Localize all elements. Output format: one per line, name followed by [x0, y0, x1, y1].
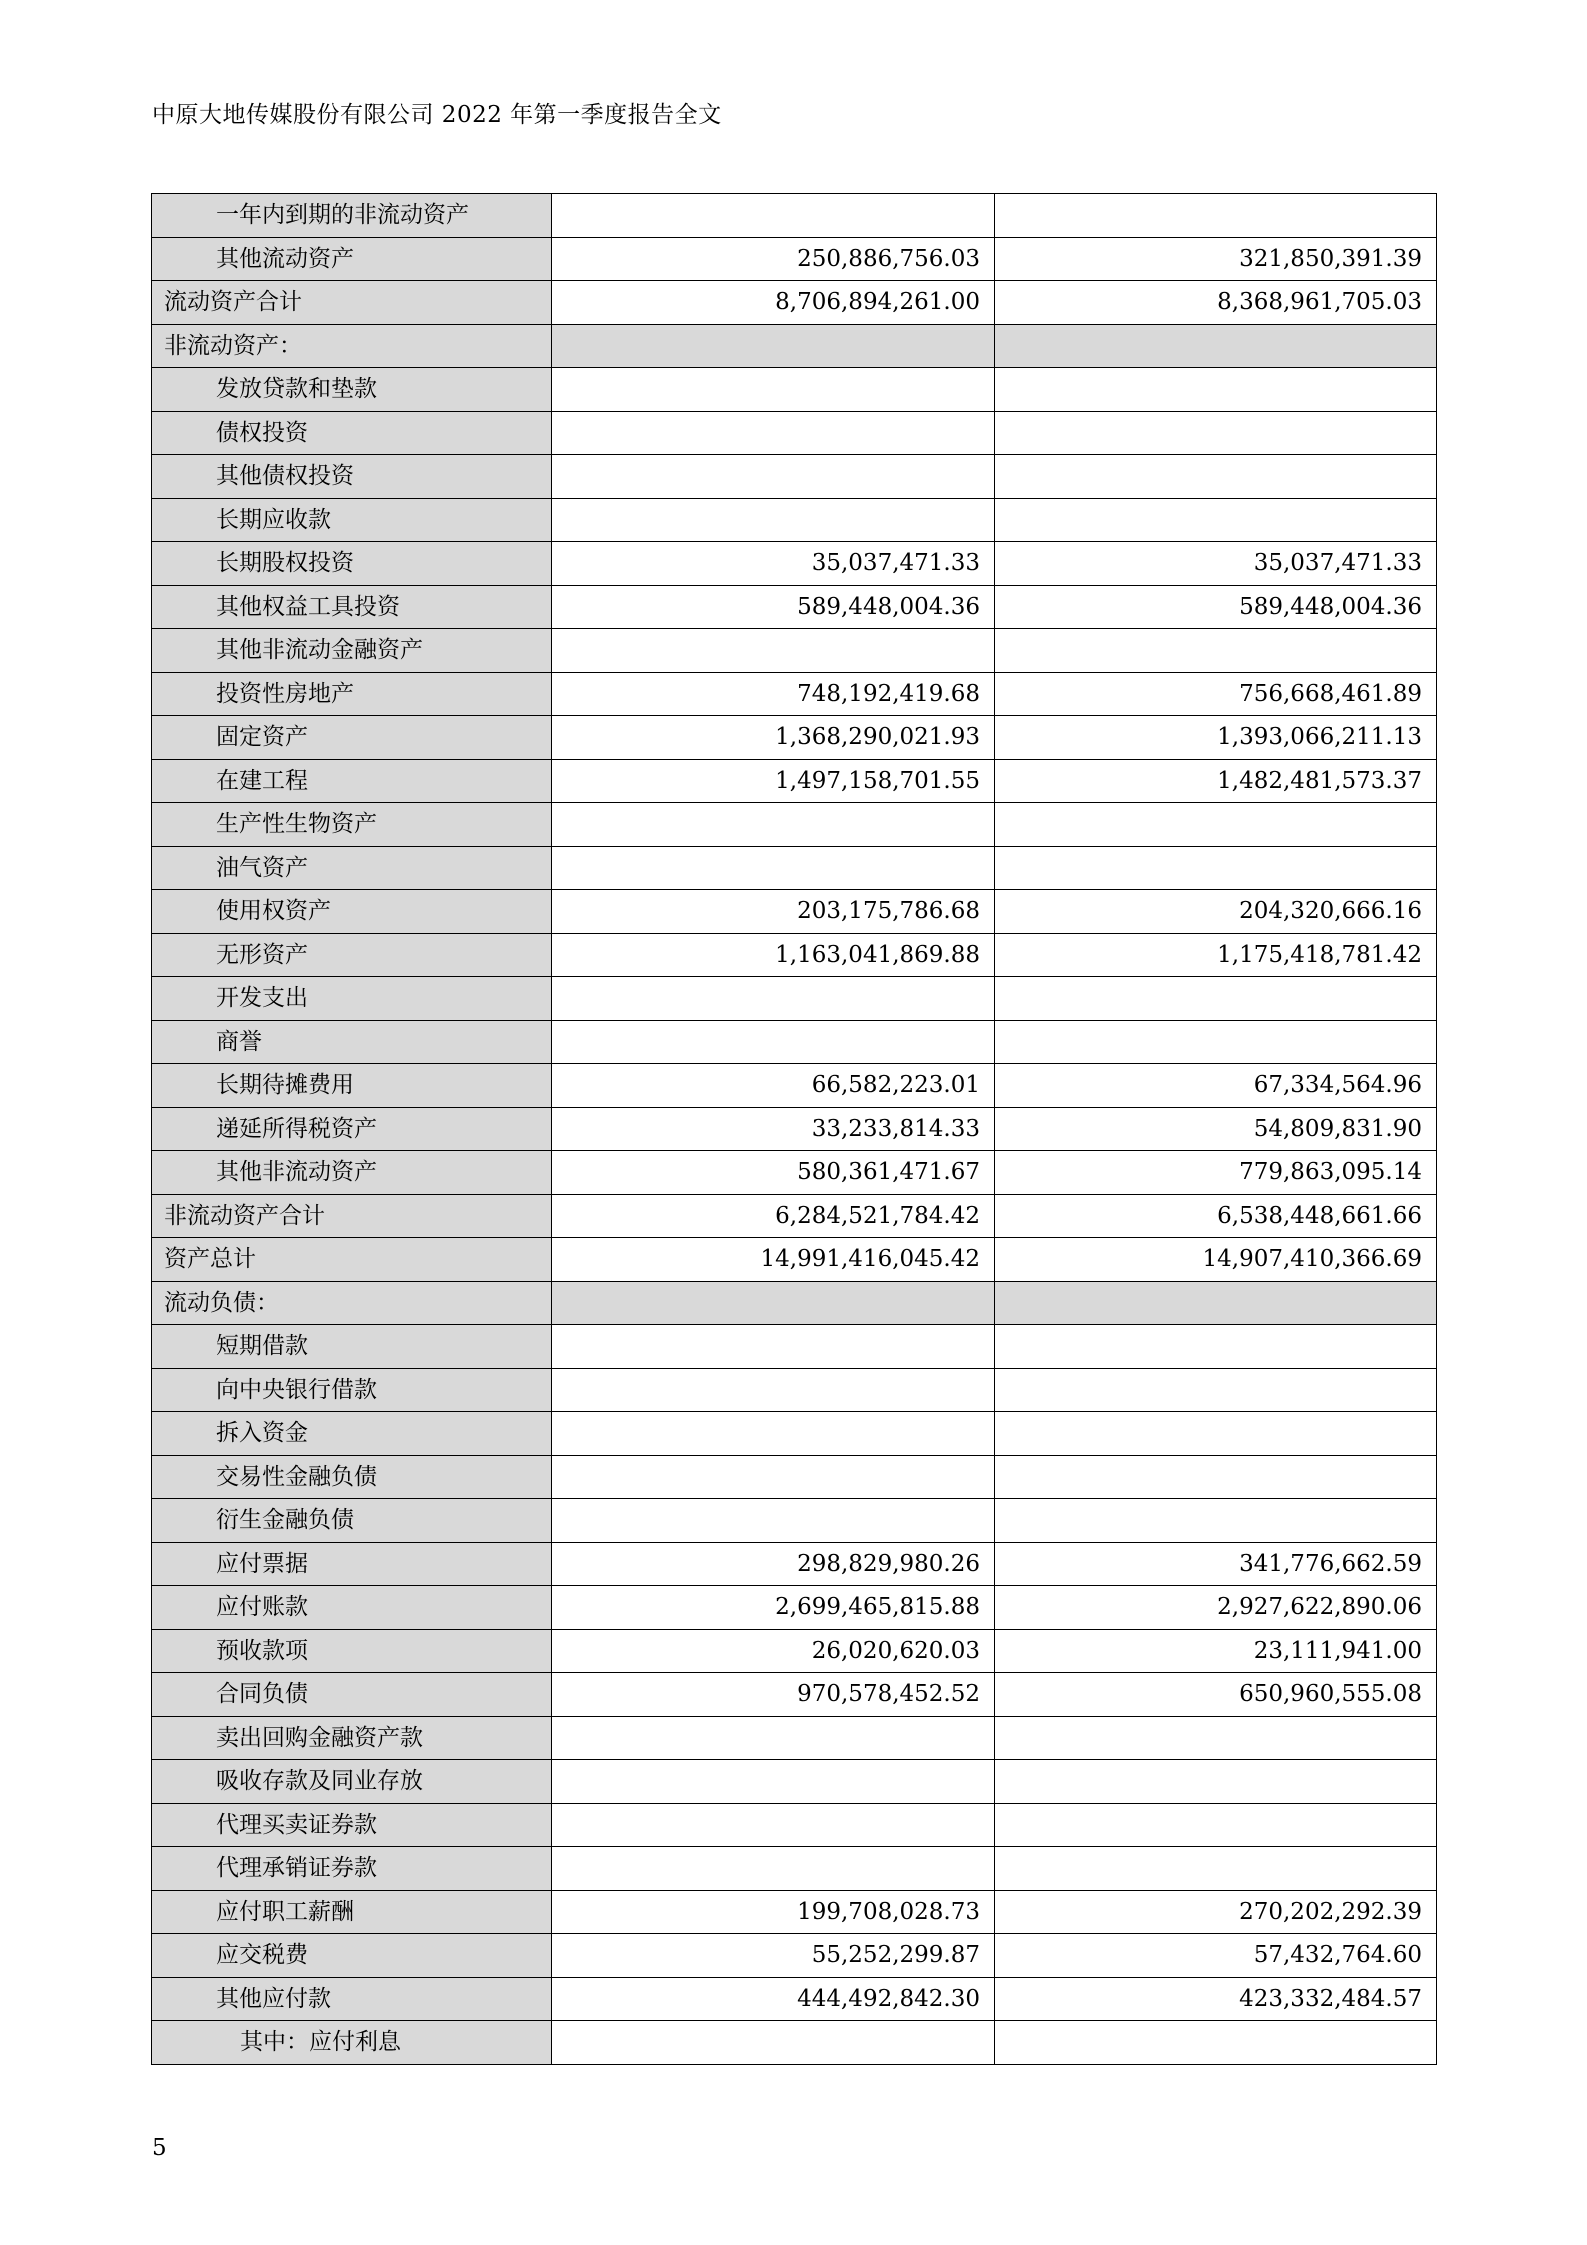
- period-end-value: [552, 977, 995, 1021]
- row-label: 投资性房地产: [152, 672, 552, 716]
- table-row: [152, 1803, 1437, 1847]
- table-row: [152, 1629, 1437, 1673]
- period-begin-value: [995, 1716, 1437, 1760]
- period-end-value: 444,492,842.30: [552, 1977, 995, 2021]
- table-row: [152, 629, 1437, 673]
- period-end-value: [552, 1803, 995, 1847]
- row-label: 非流动资产：: [152, 324, 552, 368]
- table-row: [152, 498, 1437, 542]
- row-label: 其他非流动资产: [152, 1151, 552, 1195]
- period-begin-value: [995, 1847, 1437, 1891]
- period-end-value: [552, 2021, 995, 2065]
- period-end-value: 250,886,756.03: [552, 237, 995, 281]
- row-label: 递延所得税资产: [152, 1107, 552, 1151]
- row-label: 长期待摊费用: [152, 1064, 552, 1108]
- page-number: 5: [152, 2135, 167, 2161]
- row-label: 应付账款: [152, 1586, 552, 1630]
- row-label: 短期借款: [152, 1325, 552, 1369]
- period-begin-value: 270,202,292.39: [995, 1890, 1437, 1934]
- period-end-value: [552, 1760, 995, 1804]
- period-begin-value: 650,960,555.08: [995, 1673, 1437, 1717]
- table-row: [152, 1325, 1437, 1369]
- period-begin-value: [995, 1803, 1437, 1847]
- period-begin-value: 321,850,391.39: [995, 237, 1437, 281]
- row-label: 流动资产合计: [152, 281, 552, 325]
- period-end-value: [552, 1368, 995, 1412]
- period-begin-value: [995, 1499, 1437, 1543]
- period-end-value: [552, 1412, 995, 1456]
- period-begin-value: [995, 1412, 1437, 1456]
- balance-sheet-body: [152, 194, 1437, 2065]
- period-begin-value: [995, 194, 1437, 238]
- table-row: [152, 1977, 1437, 2021]
- table-row: [152, 846, 1437, 890]
- table-row: [152, 1673, 1437, 1717]
- table-row: [152, 194, 1437, 238]
- period-begin-value: [995, 1368, 1437, 1412]
- period-begin-value: 1,482,481,573.37: [995, 759, 1437, 803]
- period-begin-value: [995, 1455, 1437, 1499]
- period-end-value: 1,163,041,869.88: [552, 933, 995, 977]
- period-begin-value: 23,111,941.00: [995, 1629, 1437, 1673]
- period-begin-value: 1,393,066,211.13: [995, 716, 1437, 760]
- row-label: 债权投资: [152, 411, 552, 455]
- table-row: [152, 281, 1437, 325]
- table-row: [152, 759, 1437, 803]
- period-begin-value: 8,368,961,705.03: [995, 281, 1437, 325]
- table-row: [152, 1934, 1437, 1978]
- period-end-value: 33,233,814.33: [552, 1107, 995, 1151]
- table-row: [152, 716, 1437, 760]
- table-row: [152, 1586, 1437, 1630]
- period-begin-value: [995, 846, 1437, 890]
- period-end-value: 298,829,980.26: [552, 1542, 995, 1586]
- table-row: [152, 1064, 1437, 1108]
- period-begin-value: [995, 1281, 1437, 1325]
- period-end-value: 199,708,028.73: [552, 1890, 995, 1934]
- period-begin-value: [995, 498, 1437, 542]
- period-begin-value: [995, 629, 1437, 673]
- row-label: 其他权益工具投资: [152, 585, 552, 629]
- row-label: 油气资产: [152, 846, 552, 890]
- table-row: [152, 237, 1437, 281]
- row-label: 其中：应付利息: [152, 2021, 552, 2065]
- period-end-value: [552, 1281, 995, 1325]
- row-label: 无形资产: [152, 933, 552, 977]
- row-label: 其他债权投资: [152, 455, 552, 499]
- row-label: 固定资产: [152, 716, 552, 760]
- balance-sheet-table: [151, 193, 1437, 2065]
- row-label: 衍生金融负债: [152, 1499, 552, 1543]
- table-row: [152, 368, 1437, 412]
- table-row: [152, 2021, 1437, 2065]
- period-begin-value: [995, 455, 1437, 499]
- row-label: 应付职工薪酬: [152, 1890, 552, 1934]
- row-label: 向中央银行借款: [152, 1368, 552, 1412]
- table-row: [152, 1542, 1437, 1586]
- period-begin-value: [995, 1325, 1437, 1369]
- row-label: 长期股权投资: [152, 542, 552, 586]
- period-end-value: 1,497,158,701.55: [552, 759, 995, 803]
- row-label: 其他流动资产: [152, 237, 552, 281]
- period-end-value: [552, 1716, 995, 1760]
- row-label: 其他非流动金融资产: [152, 629, 552, 673]
- table-row: [152, 1107, 1437, 1151]
- period-begin-value: [995, 411, 1437, 455]
- period-begin-value: [995, 803, 1437, 847]
- table-row: [152, 411, 1437, 455]
- table-row: [152, 1716, 1437, 1760]
- table-row: [152, 324, 1437, 368]
- period-end-value: 1,368,290,021.93: [552, 716, 995, 760]
- period-begin-value: 14,907,410,366.69: [995, 1238, 1437, 1282]
- period-begin-value: 204,320,666.16: [995, 890, 1437, 934]
- row-label: 预收款项: [152, 1629, 552, 1673]
- table-row: [152, 1499, 1437, 1543]
- period-end-value: 14,991,416,045.42: [552, 1238, 995, 1282]
- period-begin-value: 1,175,418,781.42: [995, 933, 1437, 977]
- period-end-value: 6,284,521,784.42: [552, 1194, 995, 1238]
- period-begin-value: 2,927,622,890.06: [995, 1586, 1437, 1630]
- row-label: 生产性生物资产: [152, 803, 552, 847]
- period-begin-value: 589,448,004.36: [995, 585, 1437, 629]
- table-row: [152, 1890, 1437, 1934]
- period-end-value: 55,252,299.87: [552, 1934, 995, 1978]
- period-end-value: [552, 1455, 995, 1499]
- row-label: 发放贷款和垫款: [152, 368, 552, 412]
- row-label: 资产总计: [152, 1238, 552, 1282]
- row-label: 卖出回购金融资产款: [152, 1716, 552, 1760]
- period-begin-value: 756,668,461.89: [995, 672, 1437, 716]
- row-label: 应付票据: [152, 1542, 552, 1586]
- period-end-value: 580,361,471.67: [552, 1151, 995, 1195]
- period-end-value: 8,706,894,261.00: [552, 281, 995, 325]
- period-end-value: 26,020,620.03: [552, 1629, 995, 1673]
- table-row: [152, 1455, 1437, 1499]
- table-row: [152, 977, 1437, 1021]
- period-end-value: [552, 498, 995, 542]
- period-end-value: 589,448,004.36: [552, 585, 995, 629]
- period-end-value: [552, 194, 995, 238]
- period-begin-value: 35,037,471.33: [995, 542, 1437, 586]
- period-end-value: 203,175,786.68: [552, 890, 995, 934]
- row-label: 开发支出: [152, 977, 552, 1021]
- period-begin-value: [995, 324, 1437, 368]
- period-begin-value: 57,432,764.60: [995, 1934, 1437, 1978]
- period-begin-value: [995, 1760, 1437, 1804]
- row-label: 应交税费: [152, 1934, 552, 1978]
- table-row: [152, 1412, 1437, 1456]
- period-end-value: [552, 629, 995, 673]
- table-row: [152, 1847, 1437, 1891]
- period-begin-value: [995, 1020, 1437, 1064]
- period-end-value: 35,037,471.33: [552, 542, 995, 586]
- row-label: 拆入资金: [152, 1412, 552, 1456]
- row-label: 其他应付款: [152, 1977, 552, 2021]
- period-end-value: [552, 1499, 995, 1543]
- period-begin-value: [995, 977, 1437, 1021]
- period-end-value: [552, 324, 995, 368]
- row-label: 吸收存款及同业存放: [152, 1760, 552, 1804]
- period-end-value: [552, 1847, 995, 1891]
- table-row: [152, 455, 1437, 499]
- period-end-value: [552, 455, 995, 499]
- row-label: 代理承销证券款: [152, 1847, 552, 1891]
- period-begin-value: [995, 2021, 1437, 2065]
- period-end-value: 66,582,223.01: [552, 1064, 995, 1108]
- period-end-value: [552, 846, 995, 890]
- row-label: 交易性金融负债: [152, 1455, 552, 1499]
- period-end-value: [552, 803, 995, 847]
- table-row: [152, 933, 1437, 977]
- table-row: [152, 672, 1437, 716]
- row-label: 代理买卖证券款: [152, 1803, 552, 1847]
- row-label: 长期应收款: [152, 498, 552, 542]
- period-end-value: 2,699,465,815.88: [552, 1586, 995, 1630]
- row-label: 非流动资产合计: [152, 1194, 552, 1238]
- table-row: [152, 1020, 1437, 1064]
- row-label: 一年内到期的非流动资产: [152, 194, 552, 238]
- period-begin-value: 779,863,095.14: [995, 1151, 1437, 1195]
- period-begin-value: 6,538,448,661.66: [995, 1194, 1437, 1238]
- period-end-value: [552, 411, 995, 455]
- row-label: 合同负债: [152, 1673, 552, 1717]
- table-row: [152, 1368, 1437, 1412]
- table-row: [152, 1194, 1437, 1238]
- table-row: [152, 890, 1437, 934]
- period-end-value: [552, 1020, 995, 1064]
- table-row: [152, 1281, 1437, 1325]
- table-row: [152, 1760, 1437, 1804]
- period-end-value: 970,578,452.52: [552, 1673, 995, 1717]
- row-label: 使用权资产: [152, 890, 552, 934]
- row-label: 在建工程: [152, 759, 552, 803]
- page-header: 中原大地传媒股份有限公司 2022 年第一季度报告全文: [152, 102, 722, 128]
- period-begin-value: 423,332,484.57: [995, 1977, 1437, 2021]
- period-begin-value: [995, 368, 1437, 412]
- period-end-value: 748,192,419.68: [552, 672, 995, 716]
- period-end-value: [552, 1325, 995, 1369]
- table-row: [152, 585, 1437, 629]
- row-label: 流动负债：: [152, 1281, 552, 1325]
- table-row: [152, 542, 1437, 586]
- period-begin-value: 67,334,564.96: [995, 1064, 1437, 1108]
- row-label: 商誉: [152, 1020, 552, 1064]
- period-begin-value: 341,776,662.59: [995, 1542, 1437, 1586]
- table-row: [152, 1151, 1437, 1195]
- period-begin-value: 54,809,831.90: [995, 1107, 1437, 1151]
- period-end-value: [552, 368, 995, 412]
- table-row: [152, 803, 1437, 847]
- table-row: [152, 1238, 1437, 1282]
